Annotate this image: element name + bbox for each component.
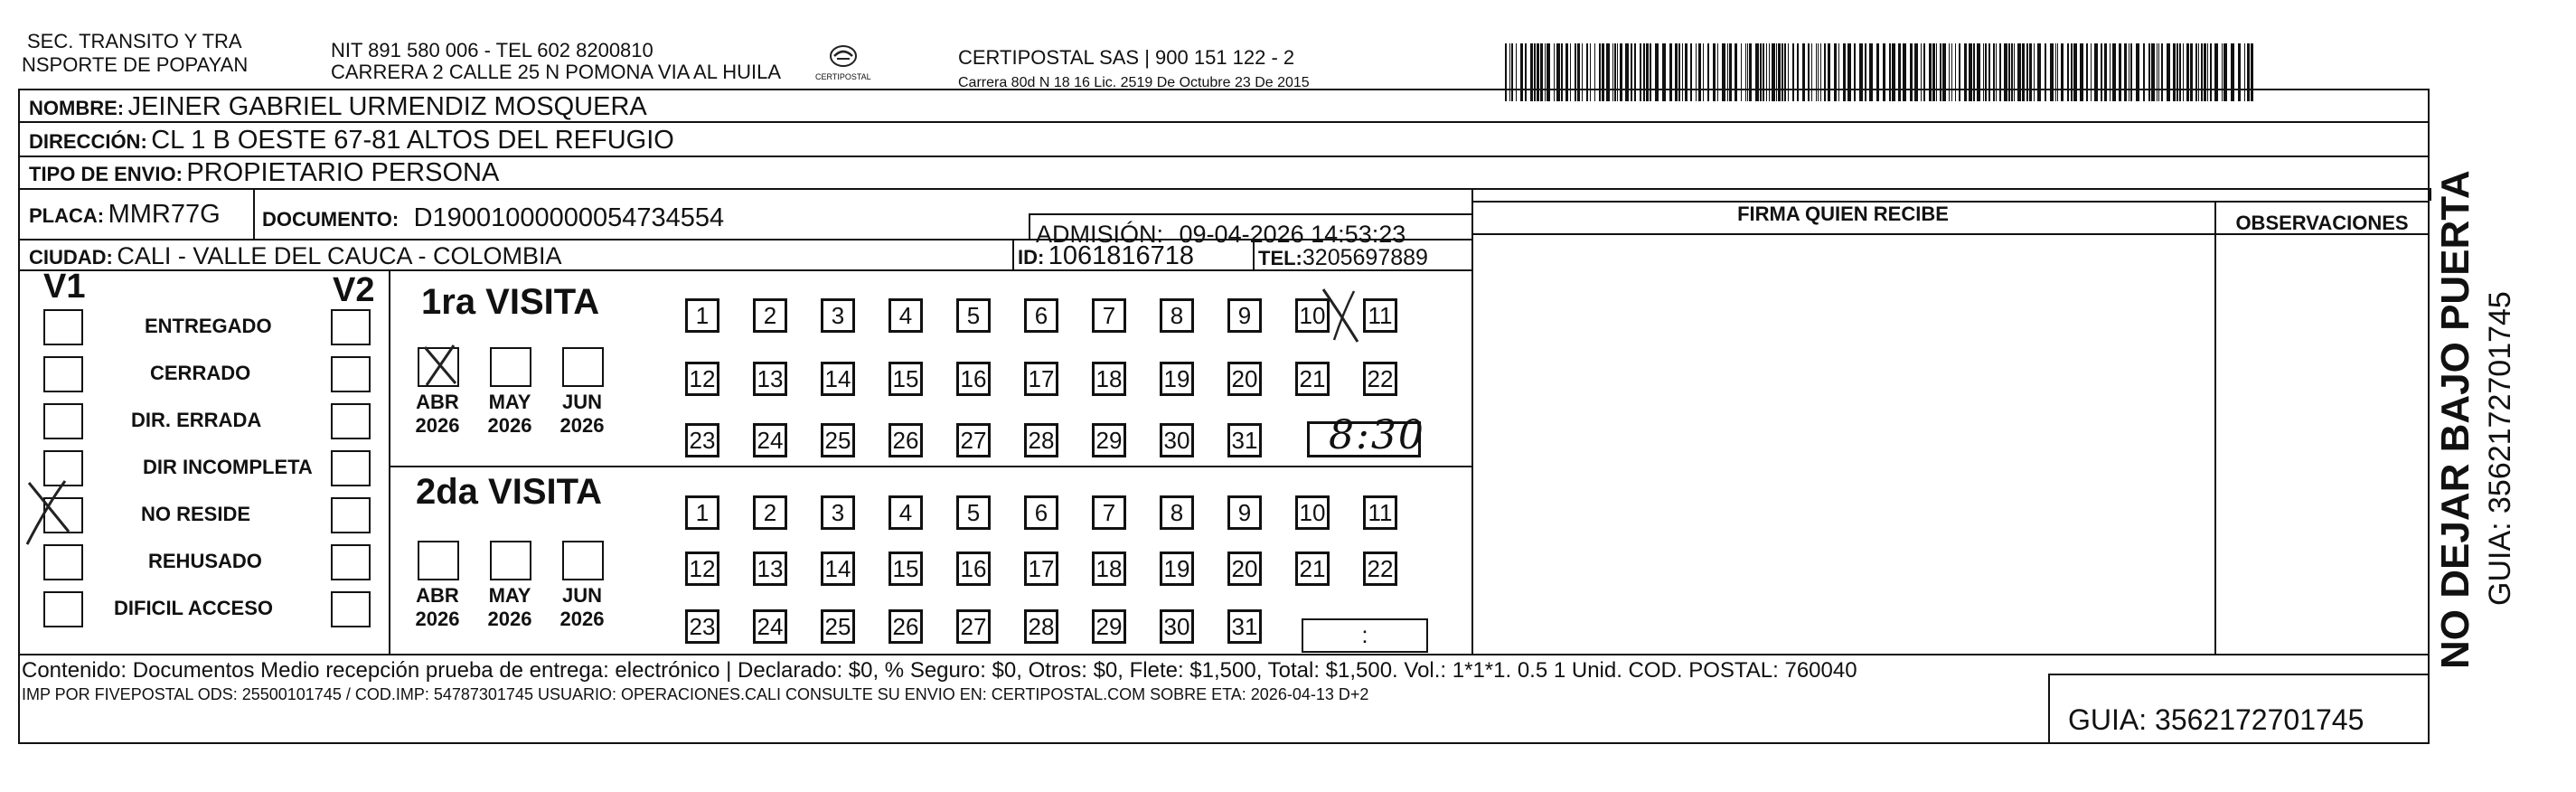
footer-imp: IMP POR FIVEPOSTAL ODS: 25500101745 / COD.IMP: 54787301745 USUARIO: OPERACIONES.CALI CONSULTE SU ENVIO EN: CERTIPOSTAL.COM SOBRE ETA: 2026-04-13 D+2	[22, 685, 1369, 703]
sender-line-2: NSPORTE DE POPAYAN	[22, 53, 249, 76]
handwritten-mark-day-10	[1318, 286, 1363, 349]
v2-checkbox[interactable]	[331, 544, 371, 580]
id-value: 1061816718	[1048, 241, 1195, 270]
month-checkbox[interactable]	[490, 347, 531, 387]
status-label: DIFICIL ACCESO	[114, 597, 274, 619]
month-year: 2026	[559, 414, 605, 437]
month-name: MAY	[488, 584, 531, 607]
month-name: JUN	[561, 584, 602, 607]
day-box[interactable]: 28	[1024, 423, 1058, 457]
day-box[interactable]: 18	[1092, 362, 1126, 396]
placa-label: PLACA:	[29, 204, 105, 227]
day-box[interactable]: 1	[685, 495, 719, 530]
day-box[interactable]: 20	[1227, 362, 1262, 396]
month-year: 2026	[487, 414, 532, 437]
month-name: ABR	[416, 584, 459, 607]
day-box[interactable]: 23	[685, 423, 719, 457]
tel-label: TEL:	[1258, 247, 1302, 269]
ciudad-label: CIUDAD:	[29, 246, 113, 269]
month-label	[409, 391, 466, 438]
day-box[interactable]: 2	[753, 495, 787, 530]
month-checkbox[interactable]	[562, 541, 604, 580]
day-box[interactable]: 10	[1295, 495, 1330, 530]
tel-value: 3205697889	[1302, 245, 1428, 270]
v2-label: V2	[333, 271, 375, 309]
logo-caption: CERTIPOSTAL	[815, 72, 871, 81]
month-checkbox[interactable]	[490, 541, 531, 580]
day-box[interactable]: 3	[821, 298, 855, 333]
day-box[interactable]: 18	[1092, 552, 1126, 586]
v1-label: V1	[43, 268, 86, 306]
id-label: ID:	[1018, 246, 1045, 269]
day-box[interactable]: 17	[1024, 362, 1058, 396]
month-label	[553, 391, 611, 438]
month-name: JUN	[561, 391, 602, 413]
day-box[interactable]: 11	[1363, 495, 1397, 530]
month-name: MAY	[488, 391, 531, 413]
day-box[interactable]: 17	[1024, 552, 1058, 586]
visit1-title: 1ra VISITA	[421, 282, 600, 322]
day-box[interactable]: 2	[753, 298, 787, 333]
nit-line: NIT 891 580 006 - TEL 602 8200810	[331, 39, 653, 61]
month-checkbox[interactable]	[562, 347, 604, 387]
day-box[interactable]: 7	[1092, 298, 1126, 333]
day-box[interactable]: 31	[1227, 423, 1262, 457]
v2-checkbox[interactable]	[331, 356, 371, 392]
day-box[interactable]: 14	[821, 362, 855, 396]
day-box[interactable]: 21	[1295, 552, 1330, 586]
day-box[interactable]: 12	[685, 362, 719, 396]
day-box[interactable]: 26	[888, 423, 923, 457]
observaciones-area[interactable]	[2220, 237, 2424, 648]
month-label	[481, 391, 539, 438]
month-label	[481, 584, 539, 631]
documento-label: DOCUMENTO:	[262, 208, 400, 231]
month-year: 2026	[415, 414, 460, 437]
admision-label: ADMISIÓN:	[1036, 221, 1164, 248]
ciudad-cell	[29, 240, 562, 276]
direccion-row	[29, 125, 674, 160]
v1-checkbox[interactable]	[43, 356, 83, 392]
signature-area[interactable]	[1482, 237, 2205, 648]
month-label	[409, 584, 466, 631]
tipo-envio-row	[29, 157, 499, 193]
day-box[interactable]: 1	[685, 298, 719, 333]
day-box[interactable]: 27	[956, 423, 991, 457]
day-box[interactable]: 28	[1024, 609, 1058, 644]
day-box[interactable]: 21	[1295, 362, 1330, 396]
day-box[interactable]: 15	[888, 552, 923, 586]
v2-checkbox[interactable]	[331, 591, 371, 627]
status-label: ENTREGADO	[145, 315, 272, 337]
day-box[interactable]: 29	[1092, 609, 1126, 644]
day-box[interactable]: 7	[1092, 495, 1126, 530]
day-box[interactable]: 13	[753, 362, 787, 396]
side-guia: GUIA: 3562172701745	[2483, 291, 2517, 606]
day-box[interactable]: 16	[956, 362, 991, 396]
day-box[interactable]: 8	[1160, 298, 1194, 333]
courier-address: Carrera 80d N 18 16 Lic. 2519 De Octubre 23 De 2015	[958, 75, 1310, 90]
month-year: 2026	[415, 608, 460, 630]
visit1-time-handwritten: 8:30	[1329, 412, 1425, 458]
nombre-row	[29, 91, 647, 127]
day-box[interactable]: 27	[956, 609, 991, 644]
status-label: REHUSADO	[148, 550, 262, 572]
day-box[interactable]: 22	[1363, 362, 1397, 396]
day-box[interactable]: 24	[753, 423, 787, 457]
status-label: DIR INCOMPLETA	[143, 456, 313, 478]
v1-checkbox[interactable]	[43, 309, 83, 345]
day-box[interactable]: 26	[888, 609, 923, 644]
firma-quien-recibe-label: FIRMA QUIEN RECIBE	[1737, 203, 1949, 225]
visit2-time-box[interactable]: :	[1302, 618, 1428, 653]
day-box[interactable]: 22	[1363, 552, 1397, 586]
day-box[interactable]: 31	[1227, 609, 1262, 644]
day-box[interactable]: 3	[821, 495, 855, 530]
month-name: ABR	[416, 391, 459, 413]
placa-value: MMR77G	[108, 200, 221, 229]
v1-checkbox[interactable]	[43, 403, 83, 439]
month-label	[553, 584, 611, 631]
direccion-label: DIRECCIÓN:	[29, 130, 147, 153]
day-box[interactable]: 19	[1160, 552, 1194, 586]
documento-value: D19001000000054734554	[413, 203, 725, 232]
v2-checkbox[interactable]	[331, 403, 371, 439]
placa-cell	[29, 199, 221, 234]
v1-checkbox[interactable]	[43, 544, 83, 580]
certipostal-logo	[813, 40, 873, 85]
day-box[interactable]: 16	[956, 552, 991, 586]
day-box[interactable]: 4	[888, 495, 923, 530]
day-box[interactable]: 8	[1160, 495, 1194, 530]
day-box[interactable]: 4	[888, 298, 923, 333]
day-box[interactable]: 23	[685, 609, 719, 644]
day-box[interactable]: 25	[821, 609, 855, 644]
day-box[interactable]: 9	[1227, 495, 1262, 530]
day-box[interactable]: 5	[956, 495, 991, 530]
status-label: DIR. ERRADA	[131, 409, 262, 431]
footer-guia: GUIA: 3562172701745	[2068, 703, 2364, 736]
day-box[interactable]: 19	[1160, 362, 1194, 396]
handwritten-mark-abr	[416, 340, 466, 391]
day-box[interactable]: 15	[888, 362, 923, 396]
day-box[interactable]: 20	[1227, 552, 1262, 586]
handwritten-mark-no-reside	[22, 476, 85, 548]
admision-value: 09-04-2026 14:53:23	[1179, 221, 1406, 248]
day-box[interactable]: 12	[685, 552, 719, 586]
v2-checkbox[interactable]	[331, 309, 371, 345]
day-box[interactable]: 13	[753, 552, 787, 586]
status-label: NO RESIDE	[141, 503, 251, 525]
ciudad-value: CALI - VALLE DEL CAUCA - COLOMBIA	[117, 242, 562, 269]
month-checkbox[interactable]	[418, 541, 459, 580]
id-cell	[1018, 240, 1194, 276]
sender-line-1: SEC. TRANSITO Y TRA	[27, 30, 242, 52]
day-box[interactable]: 14	[821, 552, 855, 586]
day-box[interactable]: 29	[1092, 423, 1126, 457]
side-warning: NO DEJAR BAJO PUERTA	[2433, 170, 2477, 669]
day-box[interactable]: 5	[956, 298, 991, 333]
observaciones-label: OBSERVACIONES	[2235, 212, 2409, 234]
month-year: 2026	[559, 608, 605, 630]
day-box[interactable]: 24	[753, 609, 787, 644]
tipo-envio-value: PROPIETARIO PERSONA	[186, 158, 500, 187]
tel-cell	[1258, 242, 1428, 274]
v2-checkbox[interactable]	[331, 450, 371, 486]
visit2-title: 2da VISITA	[416, 472, 602, 512]
day-box[interactable]: 11	[1363, 298, 1397, 333]
month-year: 2026	[487, 608, 532, 630]
day-box[interactable]: 30	[1160, 423, 1194, 457]
nombre-label: NOMBRE:	[29, 97, 125, 119]
day-box[interactable]: 10	[1295, 298, 1330, 333]
nombre-value: JEINER GABRIEL URMENDIZ MOSQUERA	[127, 92, 647, 121]
tipo-envio-label: TIPO DE ENVIO:	[29, 163, 183, 185]
address-line: CARRERA 2 CALLE 25 N POMONA VIA AL HUILA	[331, 61, 782, 83]
v2-checkbox[interactable]	[331, 497, 371, 533]
status-label: CERRADO	[150, 362, 251, 384]
day-box[interactable]: 9	[1227, 298, 1262, 333]
day-box[interactable]: 6	[1024, 495, 1058, 530]
courier-line: CERTIPOSTAL SAS | 900 151 122 - 2	[958, 46, 1295, 69]
v1-checkbox[interactable]	[43, 591, 83, 627]
day-box[interactable]: 6	[1024, 298, 1058, 333]
documento-cell	[262, 203, 724, 238]
footer-contenido: Contenido: Documentos Medio recepción prueba de entrega: electrónico | Declarado: $0, % Seguro: $0, Otros: $0, Flete: $1,500, Total: $1,500. Vol.: 1*1*1. 0.5 1 Unid. COD. POSTAL: 760040	[22, 658, 1857, 683]
day-box[interactable]: 30	[1160, 609, 1194, 644]
day-box[interactable]: 25	[821, 423, 855, 457]
direccion-value: CL 1 B OESTE 67-81 ALTOS DEL REFUGIO	[151, 126, 674, 155]
